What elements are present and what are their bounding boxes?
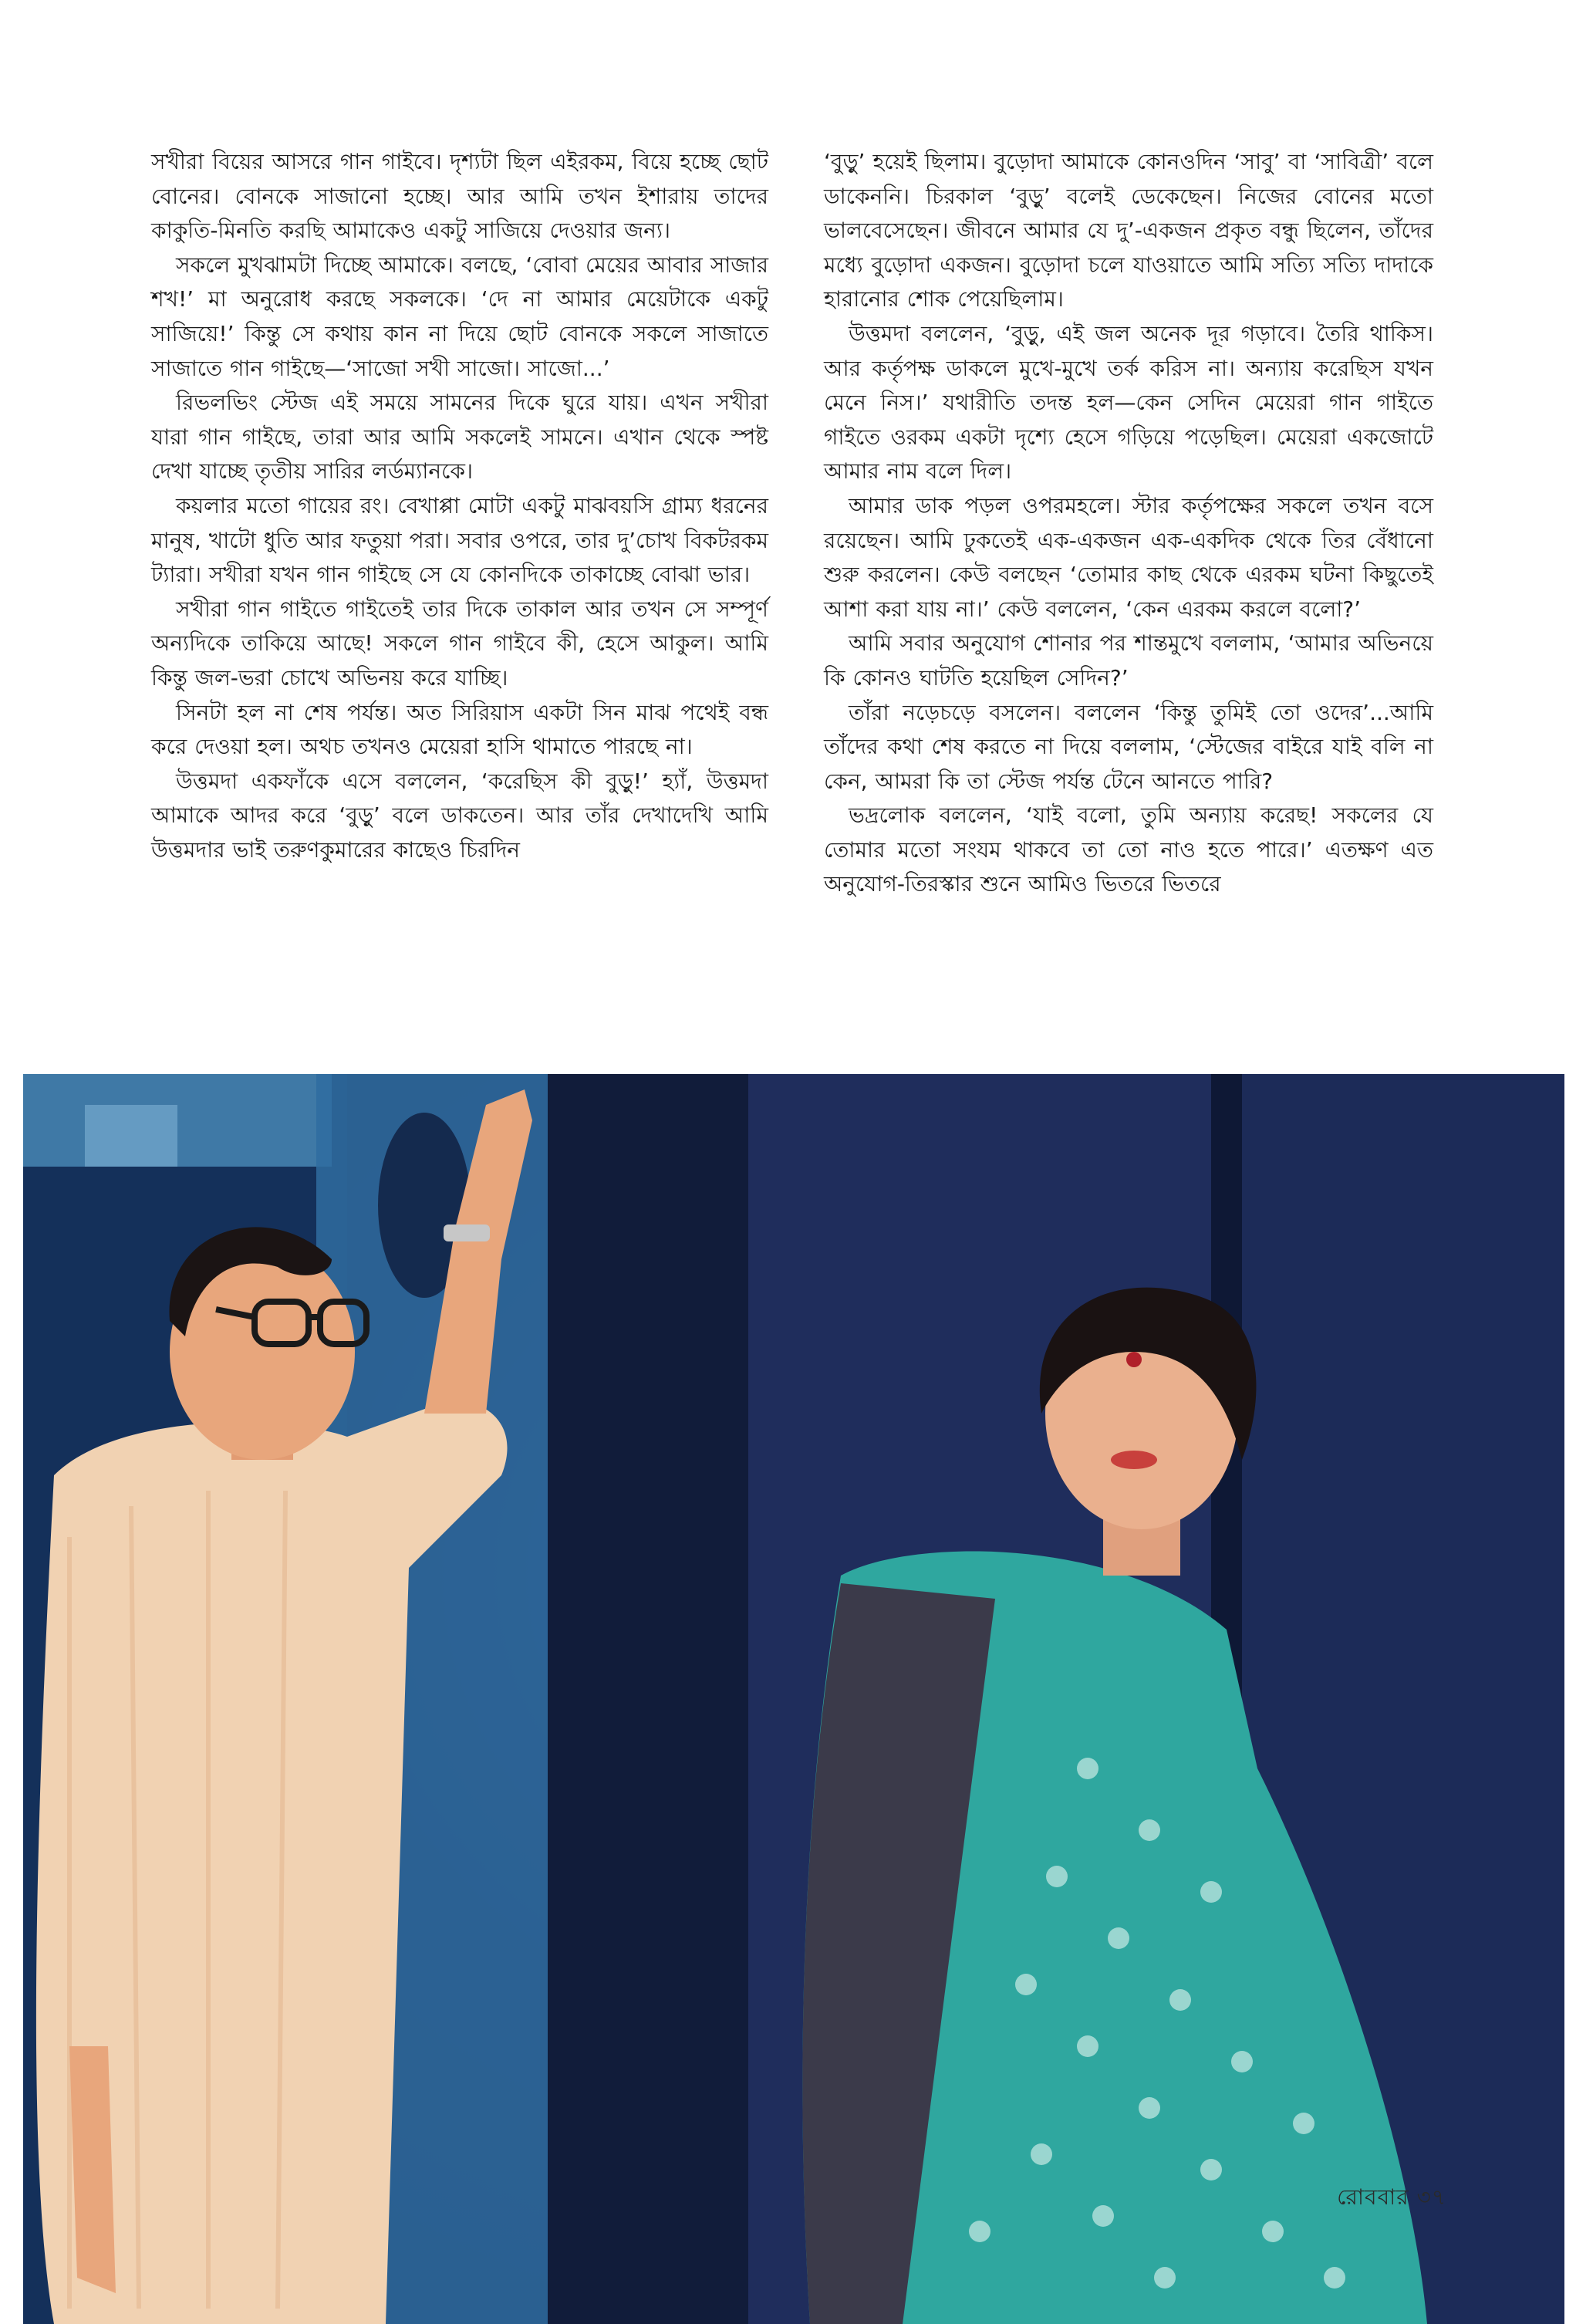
paragraph: সখীরা গান গাইতে গাইতেই তার দিকে তাকাল আর তখন সে সম্পূর্ণ অন্যদিকে তাকিয়ে আছে! সকলে গান গাইবে কী, হেসে আকুল। আমি কিন্তু জল-ভরা চোখে অভিনয় করে যাচ্ছি। (151, 596, 768, 691)
paragraph: সকলে মুখঝামটা দিচ্ছে আমাকে। বলছে, ‘বোবা মেয়ের আবার সাজার শখ!’ মা অনুরোধ করছে সকলকে। ‘দে না আমার মেয়েটাকে একটু সাজিয়ে!’ কিন্তু সে কথায় কান না দিয়ে ছোট বোনকে সকলে সাজাতে সাজাতে গান গাইছে—‘সাজো সখী সাজো। সাজো...’ (151, 252, 768, 381)
paragraph: সখীরা বিয়ের আসরে গান গাইবে। দৃশ্যটা ছিল এইরকম, বিয়ে হচ্ছে ছোট বোনের। বোনকে সাজানো হচ্ছে। আর আমি তখন ইশারায় তাদের কাকুতি-মিনতি করছি আমাকেও একটু সাজিয়ে দেওয়ার জন্য। (151, 149, 768, 244)
dark-column (548, 1074, 748, 2324)
left-window-pane (85, 1105, 177, 1167)
paragraph: রিভলভিং স্টেজ এই সময়ে সামনের দিকে ঘুরে যায়। এখন সখীরা যারা গান গাইছে, তারা আর আমি সকলেই সামনে। এখান থেকে স্পষ্ট দেখা যাচ্ছে তৃতীয় সারির লর্ডম্যানকে। (151, 390, 768, 485)
paragraph: আমি সবার অনুযোগ শোনার পর শান্তমুখে বললাম, ‘আমার অভিনয়ে কি কোনও ঘাটতি হয়েছিল সেদিন?’ (824, 630, 1433, 691)
paragraph: আমার ডাক পড়ল ওপরমহলে। স্টার কর্তৃপক্ষের সকলে তখন বসে রয়েছেন। আমি ঢুকতেই এক-একজন এক-একদিক থেকে তির বেঁধানো শুরু করলেন। কেউ বলছেন ‘তোমার কাছ থেকে এরকম ঘটনা কিছুতেই আশা করা যায় না।’ কেউ বললেন, ‘কেন এরকম করলে বলো?’ (824, 492, 1433, 622)
paragraph: উত্তমদা একফাঁকে এসে বললেন, ‘করেছিস কী বুড়ু!’ হ্যাঁ, উত্তমদা আমাকে আদর করে ‘বুড়ু’ বলে ডাকতেন। আর তাঁর দেখাদেখি আমি উত্তমদার ভাই তরুণকুমারের কাছেও চিরদিন (151, 768, 768, 863)
article-column-left (151, 145, 768, 867)
paragraph: ‘বুড়ু’ হয়েই ছিলাম। বুড়োদা আমাকে কোনওদিন ‘সাবু’ বা ‘সাবিত্রী’ বলে ডাকেননি। চিরকাল ‘বুড়ু’ বলেই ডেকেছেন। নিজের বোনের মতো ভালবেসেছেন। জীবনে আমার যে দু’-একজন প্রকৃত বন্ধু ছিলেন, তাঁদের মধ্যে বুড়োদা একজন। বুড়োদা চলে যাওয়াতে আমি সত্যি সত্যি দাদাকে হারানোর শোক পেয়েছিলাম। (824, 149, 1433, 312)
page-number: রোববার ৩৭ (1337, 2184, 1446, 2210)
stage-photo (23, 1074, 1564, 2324)
woman-lips (1111, 1451, 1157, 1469)
paragraph: ভদ্রলোক বললেন, ‘যাই বলো, তুমি অন্যায় করেছ! সকলের যে তোমার মতো সংযম থাকবে তা তো নাও হতে পারে।’ এতক্ষণ এত অনুযোগ-তিরস্কার শুনে আমিও ভিতরে ভিতরে (824, 802, 1433, 897)
woman-bindi (1126, 1352, 1142, 1367)
stage-photo-illustration (23, 1074, 1564, 2324)
article-column-right (824, 145, 1433, 902)
paragraph: তাঁরা নড়েচড়ে বসলেন। বললেন ‘কিন্তু তুমিই তো ওদের’...আমি তাঁদের কথা শেষ করতে না দিয়ে বললাম, ‘স্টেজের বাইরে যাই বলি না কেন, আমরা কি তা স্টেজ পর্যন্ত টেনে আনতে পারি? (824, 699, 1433, 794)
paragraph: কয়লার মতো গায়ের রং। বেখাপ্পা মোটা একটু মাঝবয়সি গ্রাম্য ধরনের মানুষ, খাটো ধুতি আর ফতুয়া পরা। সবার ওপরে, তার দু’চোখ বিকটরকম ট্যারা। সখীরা যখন গান গাইছে সে যে কোনদিকে তাকাচ্ছে বোঝা ভার। (151, 492, 768, 588)
wristwatch (444, 1224, 490, 1241)
paragraph: উত্তমদা বললেন, ‘বুড়ু, এই জল অনেক দূর গড়াবে। তৈরি থাকিস। আর কর্তৃপক্ষ ডাকলে মুখে-মুখে তর্ক করিস না। অন্যায় করেছিস যখন মেনে নিস।’ যথারীতি তদন্ত হল—কেন সেদিন মেয়েরা গান গাইতে গাইতে ওরকম একটা দৃশ্যে হেসে গড়িয়ে পড়েছিল। মেয়েরা একজোটে আমার নাম বলে দিল। (824, 320, 1433, 485)
paragraph: সিনটা হল না শেষ পর্যন্ত। অত সিরিয়াস একটা সিন মাঝ পথেই বন্ধ করে দেওয়া হল। অথচ তখনও মেয়েরা হাসি থামাতে পারছে না। (151, 699, 768, 760)
